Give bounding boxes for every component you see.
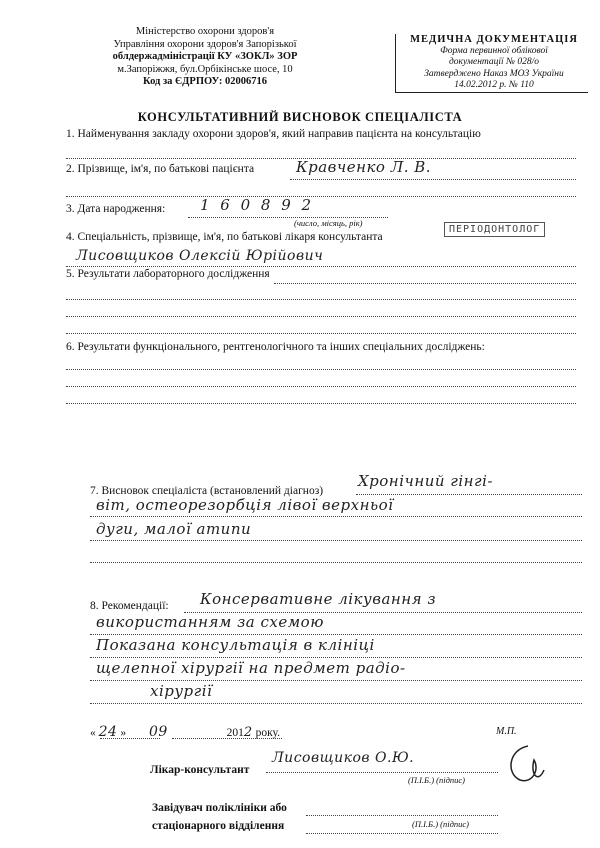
field-7-label: 7. Висновок спеціаліста (встановлений діагноз) <box>90 485 324 497</box>
institution-header <box>70 26 340 89</box>
field-4-label: 4. Спеціальність, прізвище, ім'я, по батькові лікаря консультанта <box>66 231 383 243</box>
field-2-label: 2. Прізвище, ім'я, по батькові пацієнта <box>66 163 255 175</box>
document-title: КОНСУЛЬТАТИВНИЙ ВИСНОВОК СПЕЦІАЛІСТА <box>137 110 463 124</box>
field-5-line-2 <box>66 299 576 300</box>
head-hint: (П.І.Б.) (підпис) <box>412 819 469 829</box>
form-box-line-2: документації № 028/о <box>448 57 540 67</box>
header-line-2: Управління охорони здоров'я Запорізької <box>113 38 297 50</box>
field-8-line-5: хірургії <box>150 682 213 700</box>
field-8-line-2: використанням за схемою <box>96 613 324 631</box>
field-7-underline-3 <box>90 540 582 541</box>
field-8-label: 8. Рекомендації: <box>90 600 169 612</box>
field-6-line-3 <box>66 403 576 404</box>
date-day: 24 <box>98 724 118 740</box>
field-7-underline-4 <box>90 562 582 563</box>
date-month: 09 <box>148 724 168 740</box>
field-1-label: 1. Найменування закладу охорони здоров'я, який направив пацієнта на консультацію <box>66 128 481 140</box>
field-6-line-1 <box>66 369 576 370</box>
field-2-line-2 <box>66 196 576 197</box>
field-5-label: 5. Результати лабораторного дослідження <box>66 268 270 280</box>
header-line-4: м.Запоріжжя, бул.Орбікінське шосе, 10 <box>117 63 293 75</box>
field-6-line-2 <box>66 386 576 387</box>
field-8-underline-2 <box>90 634 582 635</box>
field-8-line-3: Показана консультація в клініці <box>96 636 375 654</box>
doctor-label: Лікар-консультант <box>150 764 250 776</box>
mp-mark: М.П. <box>496 726 517 737</box>
head-label-1: Завідувач поліклініки або <box>152 802 287 814</box>
field-5-line-3 <box>66 316 576 317</box>
date-year-suffix: року. <box>255 727 280 739</box>
doctor-name: Лисовщиков О.Ю. <box>272 750 415 766</box>
date-day-line <box>100 738 160 739</box>
field-4-value: Лисовщиков Олексій Юрійович <box>76 248 324 264</box>
field-2-line <box>290 179 576 180</box>
doctor-hint: (П.І.Б.) (підпис) <box>408 775 465 785</box>
field-3-hint: (число, місяць, рік) <box>294 218 363 228</box>
field-4-line <box>66 266 576 267</box>
field-2-value: Кравченко Л. В. <box>296 158 432 176</box>
head-line-2 <box>306 833 498 834</box>
form-box-line-3: Затверджено Наказ МОЗ України <box>424 68 564 79</box>
field-7-underline-2 <box>90 516 582 517</box>
field-8-line-1: Консервативне лікування з <box>200 590 437 608</box>
field-8-underline-4 <box>90 680 582 681</box>
field-8-line-4: щелепної хірургії на предмет радіо- <box>96 659 406 677</box>
header-line-5: Код за ЄДРПОУ: 02006716 <box>142 76 267 87</box>
form-box-line-1: Форма первинної облікової <box>440 45 548 56</box>
date-month-line <box>172 738 282 739</box>
head-line-1 <box>306 815 498 816</box>
form-box-line-4: 14.02.2012 р. № 110 <box>454 80 534 90</box>
doctor-signature <box>498 740 548 788</box>
specialty-stamp: ПЕРІОДОНТОЛОГ <box>444 222 545 237</box>
field-6-label: 6. Результати функціонального, рентгенологічного та інших спеціальних досліджень: <box>66 341 485 353</box>
date-open-quote: « <box>90 727 96 739</box>
field-7-line-3: дуги, малої атипи <box>96 520 252 538</box>
doctor-line <box>266 772 498 773</box>
header-line-1: Міністерство охорони здоров'я <box>135 26 275 37</box>
date-year-digit: 2 <box>243 725 253 740</box>
field-3-value: 1 6 0 8 9 2 <box>200 196 315 214</box>
form-box-title: МЕДИЧНА ДОКУМЕНТАЦІЯ <box>410 34 578 45</box>
field-8-underline-3 <box>90 657 582 658</box>
date-close-quote: » <box>120 727 127 739</box>
field-7-line-2: віт, остеорезорбція лівої верхньої <box>96 496 394 514</box>
field-3-label: 3. Дата народження: <box>66 203 166 215</box>
head-label-2: стаціонарного відділення <box>152 820 285 832</box>
form-info-box <box>395 34 588 93</box>
field-7-line-1: Хронічний гінгі- <box>358 472 493 490</box>
field-7-underline-1 <box>356 494 582 495</box>
header-line-3: облдержадміністрації КУ «ЗОКЛ» ЗОР <box>112 51 298 62</box>
field-8-underline-5 <box>90 703 582 704</box>
date-year-prefix: 201 <box>226 727 244 739</box>
field-5-line-1 <box>274 283 576 284</box>
field-5-line-4 <box>66 333 576 334</box>
